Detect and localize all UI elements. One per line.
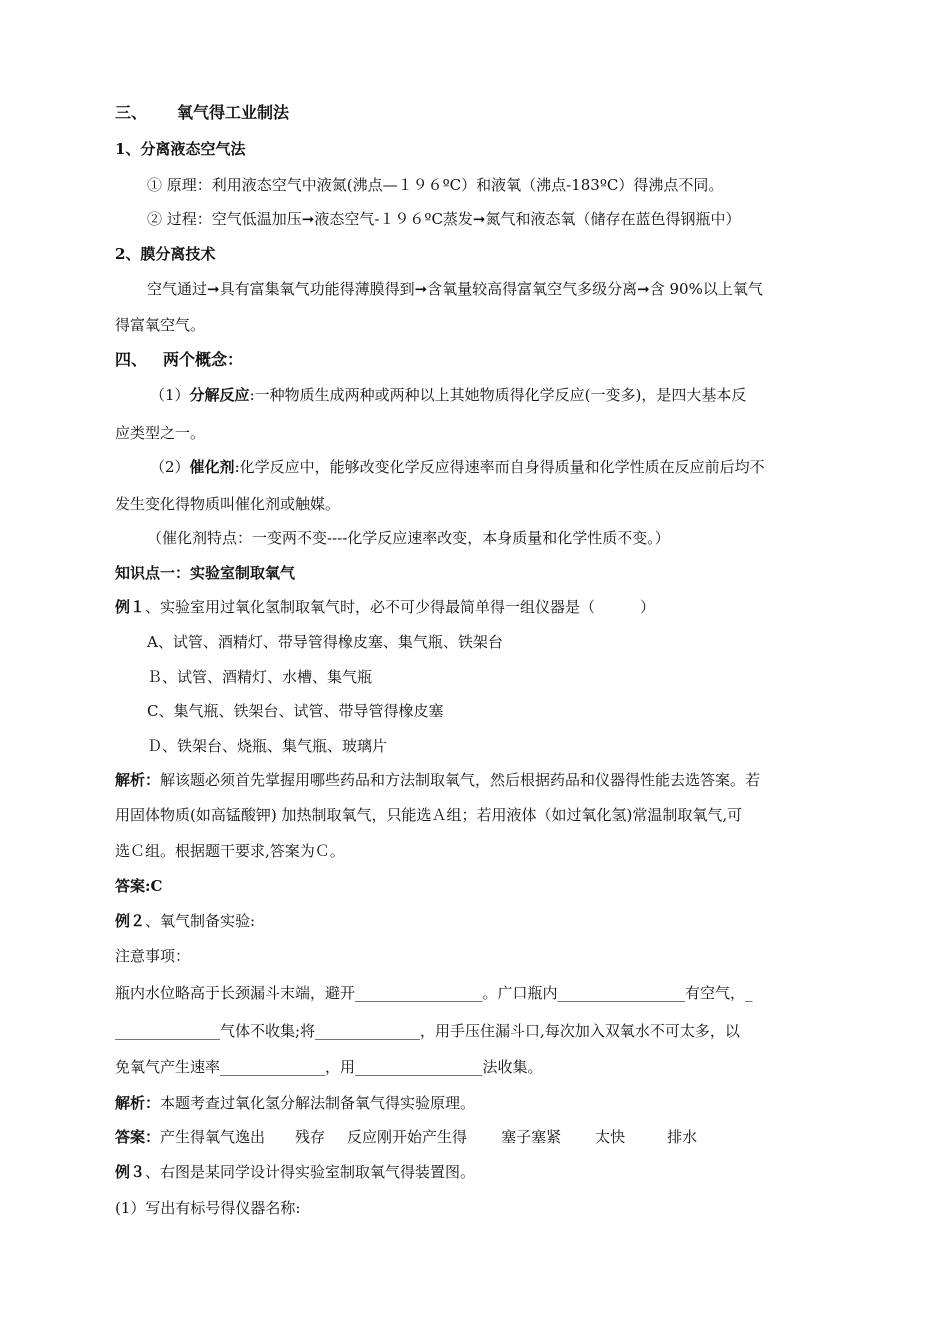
option-a: A、试管、酒精灯、带导管得橡皮塞、集气瓶、铁架台 — [147, 633, 503, 651]
answer-2-item: 反应刚开始产生得 — [347, 1128, 468, 1146]
answer-1-label: 答案: — [115, 877, 151, 895]
catalyst-note: （催化剂特点：一变两不变----化学反应速率改变，本身质量和化学性质不变。） — [147, 529, 670, 547]
example-1-question — [115, 597, 655, 617]
concept-2 — [150, 457, 765, 477]
analysis-1-line-3: 选Ｃ组。根据题干要求,答案为Ｃ。 — [115, 842, 345, 860]
analysis-2 — [115, 1093, 475, 1113]
section-3-title: 氧气得工业制法 — [177, 103, 290, 122]
section-3-heading — [115, 103, 289, 123]
membrane-line-2: 得富氧空气。 — [115, 316, 206, 334]
fill-blank-line-2: ______________气体不收集;将______________，用手压住漏斗口,每次加入双氧水不可太多，以 — [115, 1022, 740, 1040]
example-3-subquestion-1: (1）写出有标号得仪器名称: — [115, 1199, 301, 1217]
example-1-label: 例１ — [115, 598, 146, 616]
answer-2-item: 残存 — [295, 1128, 326, 1146]
section-4-title: 两个概念： — [163, 350, 244, 369]
example-2-text: 、氧气制备实验: — [145, 912, 256, 930]
answer-1-value: C — [150, 877, 163, 895]
subsection-1-title: 1、分离液态空气法 — [115, 140, 246, 158]
option-c: C、集气瓶、铁架台、试管、带导管得橡皮塞 — [147, 702, 444, 720]
concept-2-continued: 发生变化得物质叫催化剂或触媒。 — [115, 495, 341, 513]
concept-2-definition: :化学反应中，能够改变化学反应得速率而自身得质量和化学性质在反应前后均不 — [234, 458, 765, 476]
answer-2-item: 太快 — [595, 1128, 626, 1146]
concept-1-number: （1） — [150, 386, 190, 404]
analysis-1-text-1: 解该题必须首先掌握用哪些药品和方法制取氧气，然后根据药品和仪器得性能去选答案。若 — [160, 771, 761, 789]
analysis-2-label: 解析： — [115, 1094, 161, 1112]
principle-line: ① 原理：利用液态空气中液氮(沸点—１９６ºC）和液氧（沸点-183ºC）得沸点不同。 — [147, 176, 724, 194]
concept-1-definition: :一种物质生成两种或两种以上其她物质得化学反应(一变多)，是四大基本反 — [249, 386, 747, 404]
subsection-2-title: 2、膜分离技术 — [115, 245, 216, 263]
example-1-text: 、实验室用过氧化氢制取氧气时，必不可少得最简单得一组仪器是（ ） — [145, 598, 656, 616]
section-3-number: 三、 — [115, 103, 148, 122]
concept-1 — [150, 385, 746, 405]
membrane-line-1: 空气通过➞具有富集氧气功能得薄膜得到➞含氧量较高得富氧空气多级分离➞含 90%以上氧气 — [147, 280, 763, 298]
analysis-1-label: 解析： — [115, 771, 161, 789]
example-3-label: 例３ — [115, 1163, 146, 1181]
section-4-number: 四、 — [115, 350, 148, 369]
analysis-2-text: 本题考查过氧化氢分解法制备氧气得实验原理。 — [160, 1094, 476, 1112]
notes-heading: 注意事项： — [115, 947, 191, 965]
concept-2-term: 催化剂 — [189, 458, 235, 476]
option-b: Ｂ、试管、酒精灯、水槽、集气瓶 — [147, 668, 373, 686]
answer-1 — [115, 876, 163, 896]
analysis-1-line-2: 用固体物质(如高锰酸钾) 加热制取氧气，只能选Ａ组；若用液体（如过氧化氢)常温制取氧气,可 — [115, 806, 743, 824]
example-2-question — [115, 911, 255, 931]
concept-1-continued: 应类型之一。 — [115, 424, 206, 442]
answer-2-item: 塞子塞紧 — [501, 1128, 562, 1146]
example-3-question — [115, 1162, 475, 1182]
example-3-text: 、右图是某同学设计得实验室制取氧气得装置图。 — [145, 1163, 476, 1181]
answer-2-label: 答案： — [115, 1128, 161, 1146]
process-line: ② 过程：空气低温加压➞液态空气-１９６ºC蒸发➞氮气和液态氧（储存在蓝色得钢瓶中） — [147, 210, 741, 228]
example-2-label: 例２ — [115, 912, 146, 930]
answer-2-item: 排水 — [667, 1128, 698, 1146]
analysis-1-line-1 — [115, 770, 760, 790]
option-d: Ｄ、铁架台、烧瓶、集气瓶、玻璃片 — [147, 737, 388, 755]
answer-2 — [115, 1127, 697, 1147]
fill-blank-line-1: 瓶内水位略高于长颈漏斗末端，避开_________________。广口瓶内_________________有空气，_ — [115, 984, 753, 1002]
knowledge-point-title: 知识点一：实验室制取氧气 — [115, 564, 296, 582]
concept-1-term: 分解反应 — [189, 386, 250, 404]
section-4-heading — [115, 350, 243, 370]
fill-blank-line-3: 免氧气产生速率______________，用_________________法收集。 — [115, 1058, 543, 1076]
concept-2-number: （2） — [150, 458, 190, 476]
answer-2-item: 产生得氧气逸出 — [160, 1128, 266, 1146]
